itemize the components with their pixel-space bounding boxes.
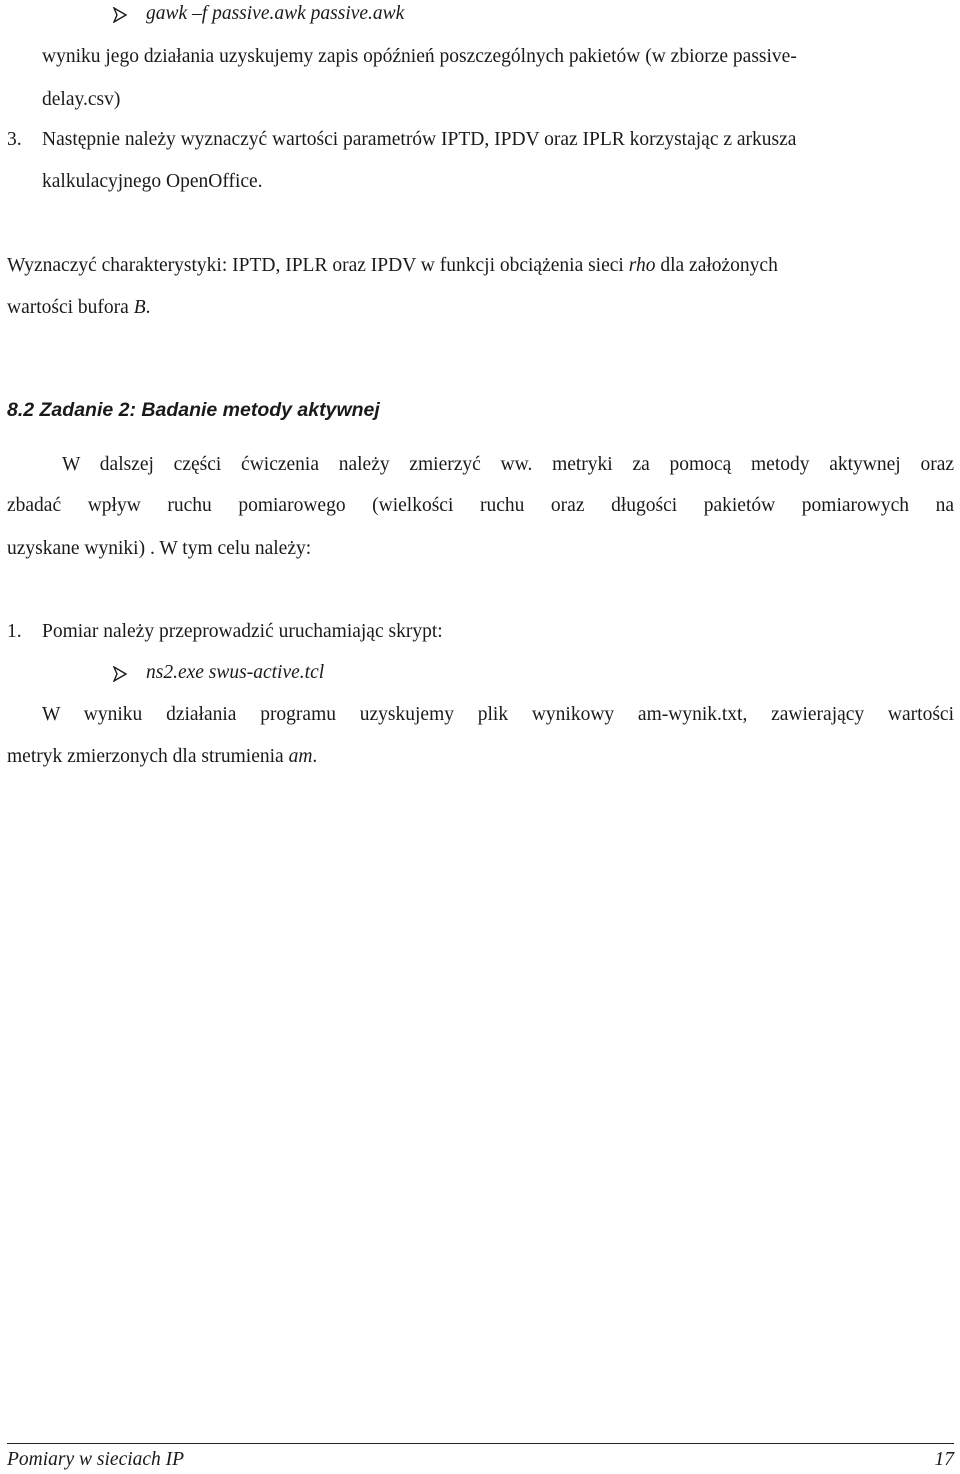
page-number: 17 (934, 1449, 954, 1470)
command-gawk: gawk –f passive.awk passive.awk (146, 3, 405, 24)
footer-title: Pomiary w sieciach IP (7, 1449, 185, 1470)
stream-name: am (288, 746, 313, 767)
task-line: wartości bufora B. (7, 297, 151, 318)
paragraph-line: W dalszej części ćwiczenia należy zmierzyć ww. metryki za pomocą metody aktywnej oraz (62, 454, 954, 475)
paragraph-line: uzyskane wyniki) . W tym celu należy: (7, 538, 312, 559)
paragraph-line: delay.csv) (42, 89, 121, 110)
task-line: Wyznaczyć charakterystyki: IPTD, IPLR oraz IPDV w funkcji obciążenia sieci rho dla założonych (7, 255, 778, 276)
list-number: 1. (7, 621, 22, 642)
list-number: 3. (7, 129, 22, 150)
rho-term: rho (628, 255, 656, 276)
list-item-text: kalkulacyjnego OpenOffice. (42, 171, 263, 192)
paragraph-line: W wyniku działania programu uzyskujemy plik wynikowy am-wynik.txt, zawierający wartości (42, 704, 954, 725)
footer-divider (7, 1443, 954, 1444)
section-heading: 8.2 Zadanie 2: Badanie metody aktywnej (7, 399, 380, 421)
paragraph-line: wyniku jego działania uzyskujemy zapis opóźnień poszczególnych pakietów (w zbiorze passive- (42, 46, 797, 67)
paragraph-line: metryk zmierzonych dla strumienia am. (7, 746, 318, 767)
buffer-term: B (133, 297, 146, 318)
arrow-bullet-icon (112, 666, 128, 682)
list-item-text: Pomiar należy przeprowadzić uruchamiając skrypt: (42, 621, 443, 642)
paragraph-line: zbadać wpływ ruchu pomiarowego (wielkości ruchu oraz długości pakietów pomiarowych na (7, 495, 954, 516)
list-item-text: Następnie należy wyznaczyć wartości parametrów IPTD, IPDV oraz IPLR korzystając z arkusza (42, 129, 797, 150)
command-ns2: ns2.exe swus-active.tcl (146, 662, 325, 683)
arrow-bullet-icon (112, 7, 128, 23)
